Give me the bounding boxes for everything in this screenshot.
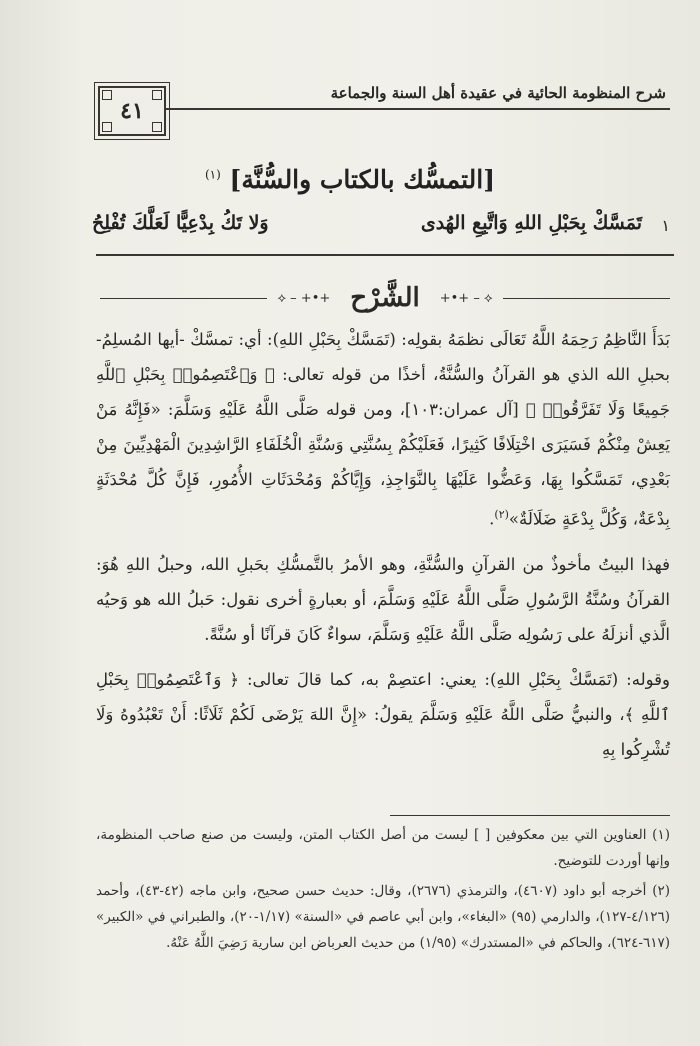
footnote: (٢) أخرجه أبو داود (٤٦٠٧)، والترمذي (٢٦٧٦)، وقال: حديث حسن صحيح، وابن ماجه (٤٢-٤٣)، وأحمد (٤/١٢٦-١٢٧)، والدارمي (٩٥) «البغاء»، وابن أبي عاصم في «السنة» (١/١٧-٢٠)، والطبراني في «الكبير» (٦١٧-٦٢٤)، والحاكم في «المستدرك» (١/٩٥) من حديث العرباض ابن سارية رَضِيَ اللَّهُ عَنْهُ.: [96, 883, 671, 951]
verse-first-hemistich: تَمَسَّكْ بِحَبْلِ اللهِ وَاتَّبِعِ الهُدى: [420, 212, 642, 234]
ornament-line: [100, 298, 267, 299]
header-rule: [165, 108, 670, 110]
verse-second-hemistich: وَلا تَكُ بِدْعِيًّا لَعَلَّكَ تُفْلِحُ: [92, 212, 269, 234]
footnote: (١) العناوين التي بين معكوفين [ ] ليست من أصل الكتاب المتن، وليست من صنع صاحب المنظومة، وإنها أوردت للتوضيح.: [96, 827, 670, 869]
sharh-label: الشَّرْح: [350, 283, 420, 313]
sharh-heading: [100, 283, 670, 313]
poem-title-text: [التمسُّك بالكتاب والسُّنَّة]: [229, 165, 496, 194]
poem-title: [0, 165, 700, 194]
footnote-ref: (٢): [494, 508, 509, 521]
section-divider: [96, 254, 674, 256]
verse-number: ١: [661, 216, 670, 235]
corner-ornament: [102, 90, 112, 100]
page-number: ٤١: [120, 98, 144, 124]
corner-ornament: [152, 122, 162, 132]
paragraph-text: بَدَأَ النَّاظِمُ رَحِمَهُ اللَّهُ تَعَالَى نظمَهُ بقولِه: (تَمَسَّكْ بِحَبْلِ اللهِ): أي: تمسَّكْ -أيها المُسلِمُ- بحبلِ الله الذي هو القرآنُ والسُّنَّةُ، أخذًا من قوله تعالى: ﴿ وَٱعْتَصِمُوا۟ بِحَبْلِ ٱللَّهِ جَمِيعًا وَلَا تَفَرَّقُوا۟ ﴾ [آل عمران:١٠٣]، ومن قوله صَلَّى اللَّهُ عَلَيْهِ وَسَلَّمَ: «فَإِنَّهُ مَنْ يَعِشْ مِنْكُمْ فَسَيَرَى اخْتِلَافًا كَثِيرًا، فَعَلَيْكُمْ بِسُنَّتِي وَسُنَّةِ الْخُلَفَاءِ الرَّاشِدِينَ الْمَهْدِيِّينَ مِنْ بَعْدِي، تَمَسَّكُوا بِهَا، وَعَضُّوا عَلَيْهَا بِالنَّوَاجِذِ، وَإِيَّاكُمْ وَمُحْدَثَاتِ الأُمُورِ، فَإِنَّ كُلَّ مُحْدَثَةٍ بِدْعَةٌ، وَكُلَّ بِدْعَةٍ ضَلَالَةٌ»: [96, 330, 670, 529]
corner-ornament: [102, 122, 112, 132]
ornament-glyph: ⟡ – +•+: [277, 290, 331, 306]
footnote-divider: [390, 815, 670, 816]
running-header: شرح المنظومة الحائية في عقيدة أهل السنة والجماعة: [330, 84, 666, 102]
commentary-paragraph: بَدَأَ النَّاظِمُ رَحِمَهُ اللَّهُ تَعَالَى نظمَهُ بقولِه: (تَمَسَّكْ بِحَبْلِ اللهِ): أي: تمسَّكْ -أيها المُسلِمُ- بحبلِ الله الذي هو القرآنُ والسُّنَّةُ، أخذًا من قوله تعالى: ﴿ وَٱعْتَصِمُوا۟ بِحَبْلِ ٱللَّهِ جَمِيعًا وَلَا تَفَرَّقُوا۟ ﴾ [آل عمران:١٠٣]، ومن قوله صَلَّى اللَّهُ عَلَيْهِ وَسَلَّمَ: «فَإِنَّهُ مَنْ يَعِشْ مِنْكُمْ فَسَيَرَى اخْتِلَافًا كَثِيرًا، فَعَلَيْكُمْ بِسُنَّتِي وَسُنَّةِ الْخُلَفَاءِ الرَّاشِدِينَ الْمَهْدِيِّينَ مِنْ بَعْدِي، تَمَسَّكُوا بِهَا، وَعَضُّوا عَلَيْهَا بِالنَّوَاجِذِ، وَإِيَّاكُمْ وَمُحْدَثَاتِ الأُمُورِ، فَإِنَّ كُلَّ مُحْدَثَةٍ بِدْعَةٌ، وَكُلَّ بِدْعَةٍ ضَلَالَةٌ»$^{(٢)}$.: [96, 330, 670, 529]
commentary-paragraph: فهذا البيتُ مأخوذٌ من القرآنِ والسُّنَّةِ، وهو الأمرُ بالتَّمسُّكِ بحَبلِ الله، وحبلُ اللهِ هُوَ: القرآنُ وسُنَّةُ الرَّسُولِ صَلَّى اللَّهُ عَلَيْهِ وَسَلَّمَ، أو بعبارةٍ أخرى نقول: حَبلُ الله هو وَحيُه الَّذي أنزلَهُ على رَسُولِه صَلَّى اللَّهُ عَلَيْهِ وَسَلَّمَ، سواءٌ كَانَ قرآنًا أو سُنَّةً.: [96, 554, 670, 644]
corner-ornament: [152, 90, 162, 100]
poem-title-footnote-ref: (١): [204, 167, 221, 182]
ornament-line: [503, 298, 670, 299]
ornament-glyph: +•+ – ⟡: [439, 290, 493, 306]
page-number-box: [98, 86, 166, 136]
commentary-body: [96, 322, 670, 777]
commentary-paragraph: وقوله: (تَمَسَّكْ بِحَبْلِ اللهِ): يعني: اعتصِمْ به، كما قالَ تعالى: ﴿ وَٱعْتَصِمُوا۟ بِحَبْلِ ٱللَّهِ ﴾، والنبيُّ صَلَّى اللَّهُ عَلَيْهِ وَسَلَّمَ يقولُ: «إِنَّ اللهَ يَرْضَى لَكُمْ ثَلَاثًا: أَنْ تَعْبُدُوهُ وَلَا تُشْرِكُوا بِهِ: [96, 669, 670, 759]
footnotes: [96, 822, 670, 960]
